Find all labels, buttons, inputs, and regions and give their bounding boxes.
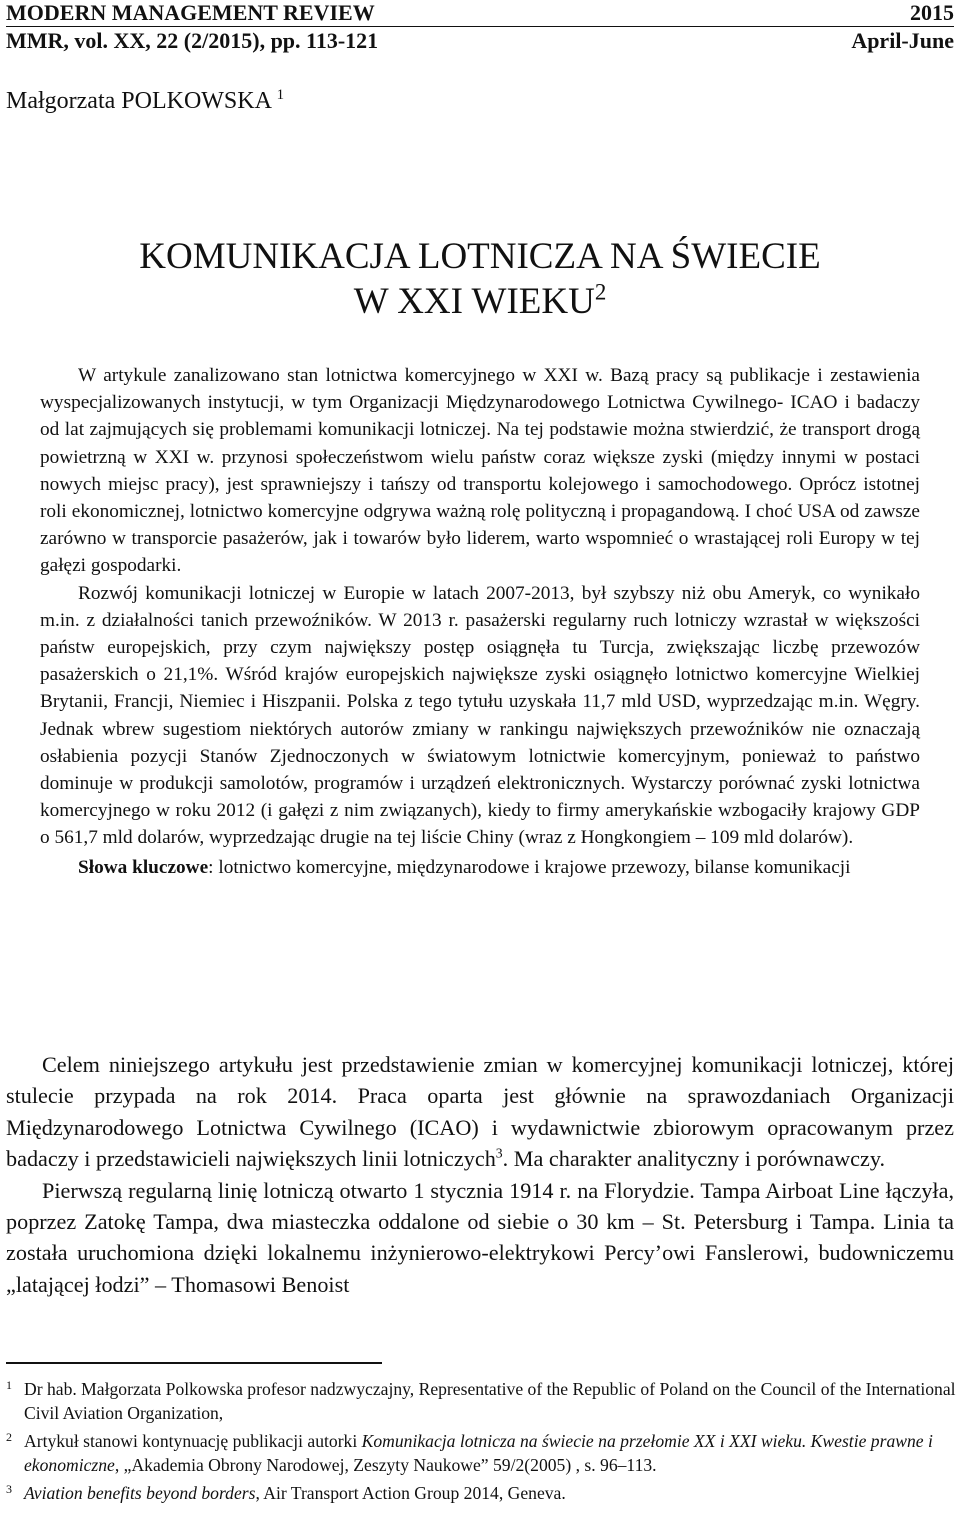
body-paragraph-1-text: Celem niniejszego artykułu jest przedstawienie zmian w komercyjnej komunikacji lotniczej, której stulecie przypada na rok 2014. Praca oparta jest głównie na sprawozdaniach Organizacji Międzynarodowego Lotnictwa Cywilnego (ICAO) i wydawnictwie zbiorowym opracowanym przez badaczy i przedstawicieli największych linii lotniczych <box>6 1052 954 1172</box>
footnote-separator <box>6 1362 382 1364</box>
article-body <box>6 1049 954 1300</box>
journal-year: 2015 <box>910 0 954 25</box>
journal-name: MODERN MANAGEMENT REVIEW <box>6 0 375 25</box>
body-paragraph <box>6 1049 954 1175</box>
footnote <box>6 1377 956 1426</box>
footnote-cited-title: Komunikacja lotnicza na świecie na przełomie XX i XXI wieku. Kwestie prawne i ekonomiczne <box>24 1430 933 1476</box>
footnotes <box>6 1377 956 1508</box>
journal-header <box>6 0 954 26</box>
abstract-paragraph: Rozwój komunikacji lotniczej w Europie w latach 2007-2013, był szybszy niż obu Ameryk, co wynikało m.in. z działalności tanich przewoźników. W 2013 r. pasażerski regularny ruch lotniczy wzrastał w większości państw europejskich, przy czym największy postęp osiągnęła tu Turcja, zwiększając liczbę przewozów pasażerskich o 21,1%. Wśród krajów europejskich największe zyski osiągnęło lotnictwo komercyjne Wielkiej Brytanii, Francji, Niemiec i Hiszpanii. Polska z tego tytułu uzyskała 11,7 mld USD, wyprzedzając m.in. Węgry. Jednak wbrew sugestiom niektórych autorów zmiany w rankingu największych przewoźników nie oznaczają osłabienia pozycji Stanów Zjednoczonych w światowym lotnictwie komercyjnym, ponieważ to państwo dominuje w produkcji samolotów, programów i urządzeń elektronicznych. Wystarczy porównać zyski lotnictwa komercyjnego w roku 2012 (i gałęzi z nim związanych), kiedy to firmy amerykańskie wzbogaciły krajowy GDP o 561,7 mld dolarów, wyprzedzając drugie na tej liście Chiny (wraz z Hongkongiem – 109 mld dolarów). <box>40 582 920 849</box>
period: April-June <box>851 28 954 53</box>
header-rule <box>6 26 954 27</box>
abstract <box>40 362 920 881</box>
body-paragraph-1-end: . Ma charakter analityczny i porównawczy. <box>502 1146 886 1172</box>
footnote-number: 2 <box>6 1429 12 1444</box>
footnote-text: Artykuł stanowi kontynuację publikacji autorki <box>24 1430 362 1451</box>
title-footnote-mark: 2 <box>594 279 607 305</box>
citation-line <box>6 28 954 54</box>
footnote-text-end: , Air Transport Action Group 2014, Geneva. <box>255 1482 566 1503</box>
body-footnote-mark: 3 <box>495 1145 503 1161</box>
footnote <box>6 1481 956 1505</box>
footnote <box>6 1429 956 1478</box>
footnote-text: Dr hab. Małgorzata Polkowska profesor nadzwyczajny, Representative of the Republic of Poland on the Council of the International Civil Aviation Organization, <box>24 1379 956 1424</box>
footnote-cited-title: Aviation benefits beyond borders <box>24 1482 256 1503</box>
author-footnote-mark: 1 <box>276 87 285 103</box>
author-name: Małgorzata POLKOWSKA <box>6 88 271 114</box>
title-line-2 <box>0 281 960 323</box>
footnote-text-end: , „Akademia Obrony Narodowej, Zeszyty Naukowe” 59/2(2005) , s. 96–113. <box>114 1455 657 1476</box>
keywords-label: Słowa kluczowe <box>78 856 209 878</box>
author-line <box>6 86 284 116</box>
keywords-text: : lotnictwo komercyjne, międzynarodowe i krajowe przewozy, bilanse komunikacji <box>208 856 851 878</box>
footnote-number: 3 <box>6 1481 12 1496</box>
footnote-number: 1 <box>6 1378 12 1392</box>
citation: MMR, vol. XX, 22 (2/2015), pp. 113-121 <box>6 28 379 53</box>
body-paragraph: Pierwszą regularną linię lotniczą otwarto 1 stycznia 1914 r. na Florydzie. Tampa Airboat Line łączyła, poprzez Zatokę Tampa, dwa miasteczka oddalone od siebie o 30 km – St. Petersburg i Tampa. Linia ta została uruchomiona dzięki lokalnemu inżynierowo-elektrykowi Percy’owi Fanslerowi, budowniczemu „latającej łodzi” – Thomasowi Benoist <box>6 1177 954 1297</box>
keywords <box>40 854 920 881</box>
title-line-1: KOMUNIKACJA LOTNICZA NA ŚWIECIE <box>139 236 821 277</box>
abstract-paragraph: W artykule zanalizowano stan lotnictwa komercyjnego w XXI w. Bazą pracy są publikacje i zestawienia wyspecjalizowanych instytucji, w tym Organizacji Międzynarodowego Lotnictwa Cywilnego- ICAO i badaczy od lat zajmujących się problemami komunikacji lotniczej. Na tej podstawie można stwierdzić, że transport drogą powietrzną w XXI w. przynosi społeczeństwom wielu państw coraz większe zyski (między innymi w postaci nowych miejsc pracy), jest sprawniejszy i tańszy od transportu kolejowego i samochodowego. Oprócz istotnej roli ekonomicznej, lotnictwo komercyjne odgrywa ważną rolę polityczną i propagandową. I choć USA od zawsze zarówno w transporcie pasażerów, jak i towarów było liderem, warto wspomnieć o wrastającej roli Europy w tej gałęzi gospodarki. <box>40 365 920 577</box>
title-line-2-text: W XXI WIEKU <box>353 281 595 322</box>
